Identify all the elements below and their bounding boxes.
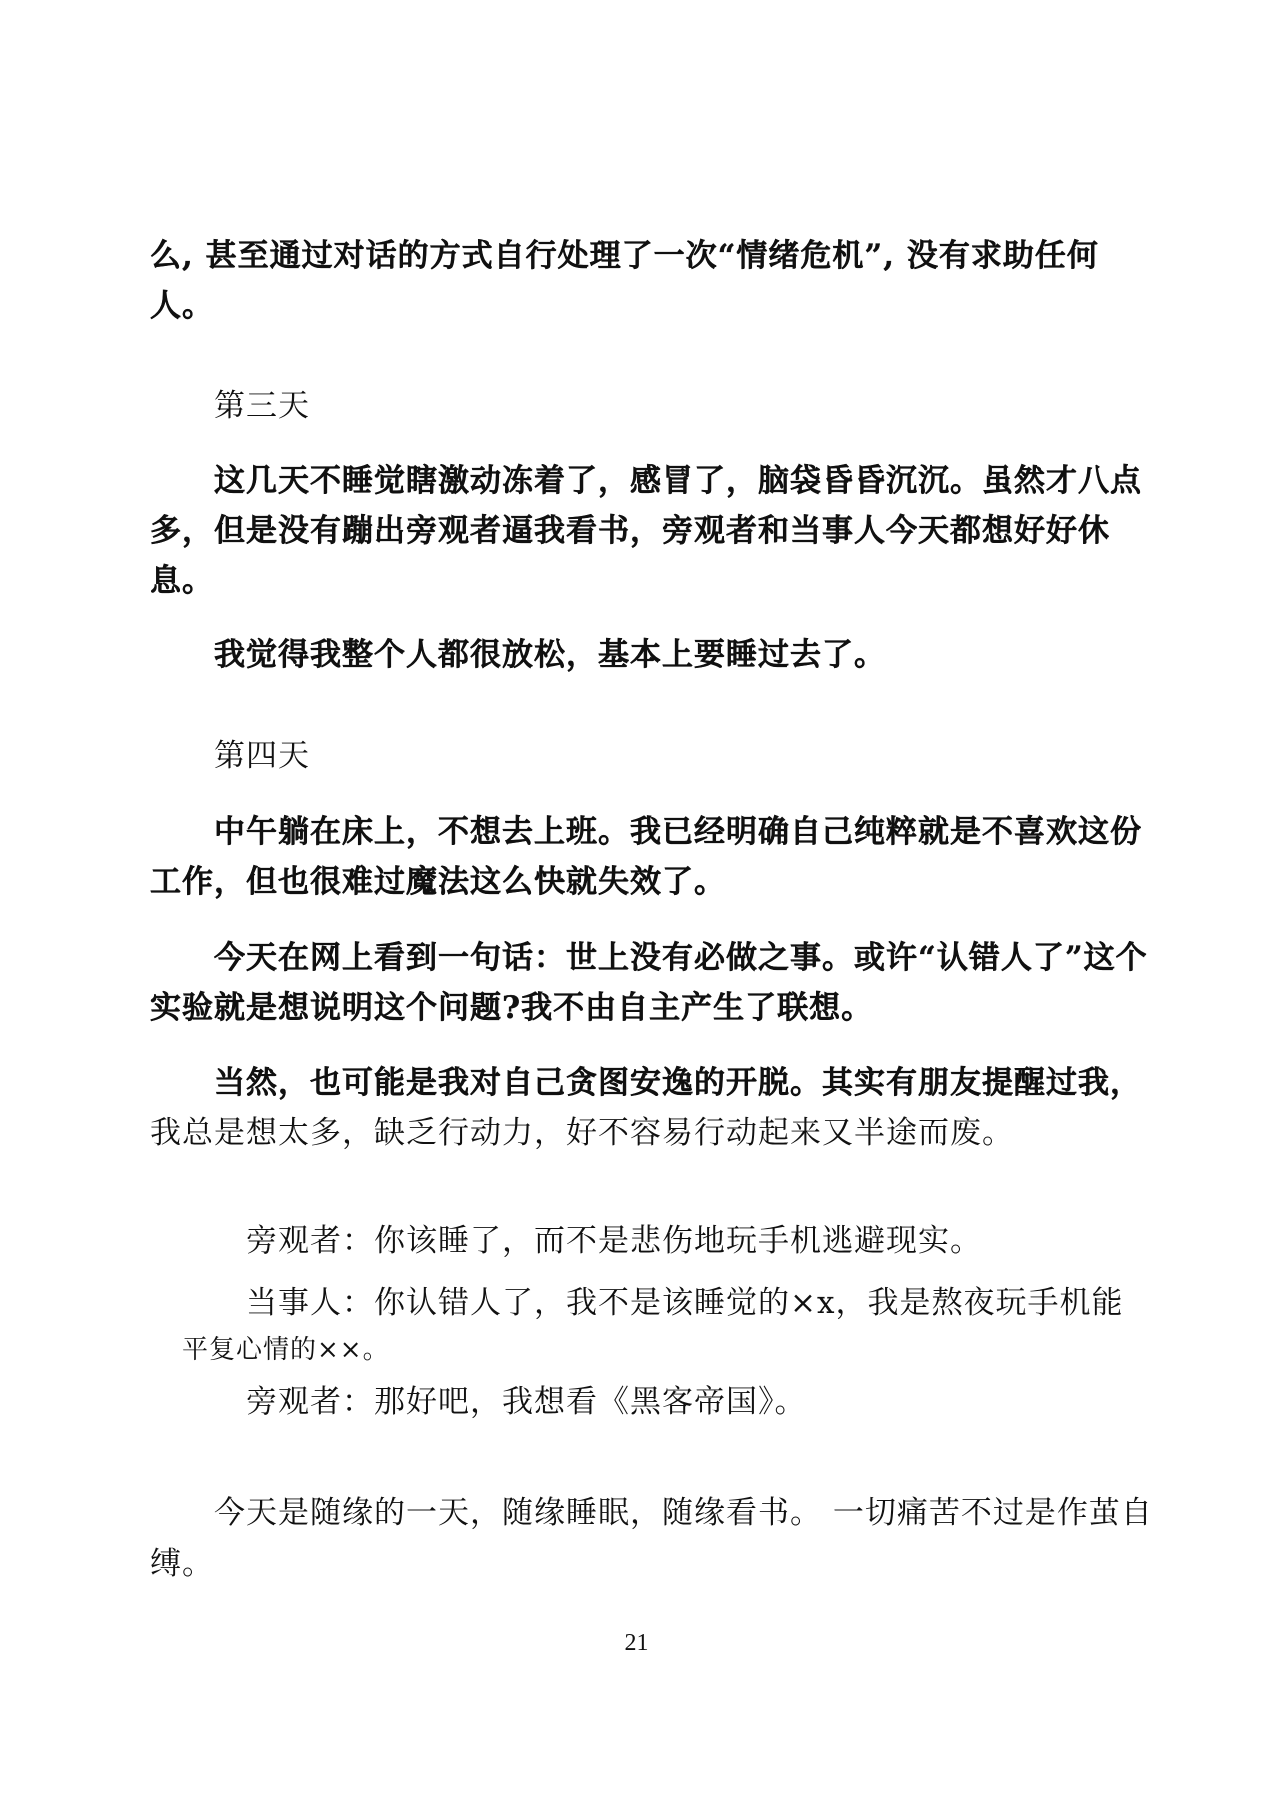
closing-line-1: 今天是随缘的一天，随缘睡眠，随缘看书。 一切痛苦不过是作茧自 bbox=[214, 1495, 1153, 1531]
dialogue-line-party-1b: 平复心情的××。 bbox=[182, 1335, 390, 1365]
closing-line-2: 缚。 bbox=[150, 1546, 214, 1582]
day3-paragraph1-line3: 息。 bbox=[150, 563, 214, 599]
intro-line-2: 人。 bbox=[150, 288, 214, 324]
day3-paragraph1-line2: 多，但是没有蹦出旁观者逼我看书，旁观者和当事人今天都想好好休 bbox=[150, 513, 1110, 549]
day3-heading: 第三天 bbox=[214, 388, 310, 424]
day4-heading: 第四天 bbox=[214, 738, 310, 774]
day4-paragraph1-line1: 中午躺在床上，不想去上班。我已经明确自己纯粹就是不喜欢这份 bbox=[214, 814, 1142, 850]
page-number: 21 bbox=[624, 1630, 649, 1656]
day4-paragraph2-line2: 实验就是想说明这个问题?我不由自主产生了联想。 bbox=[150, 990, 874, 1026]
day4-paragraph1-line2: 工作，但也很难过魔法这么快就失效了。 bbox=[150, 864, 726, 900]
day4-paragraph2-line1: 今天在网上看到一句话：世上没有必做之事。或许“认错人了”这个 bbox=[214, 940, 1148, 976]
dialogue-line-bystander-2: 旁观者：那好吧，我想看《黑客帝国》。 bbox=[246, 1384, 807, 1420]
dialogue-line-bystander-1: 旁观者：你该睡了，而不是悲伤地玩手机逃避现实。 bbox=[246, 1223, 982, 1259]
dialogue-line-party-1a: 当事人：你认错人了，我不是该睡觉的×x，我是熬夜玩手机能 bbox=[246, 1285, 1124, 1321]
day4-paragraph3-line1: 当然，也可能是我对自己贪图安逸的开脱。其实有朋友提醒过我， bbox=[214, 1065, 1142, 1101]
day3-paragraph2-line1: 我觉得我整个人都很放松，基本上要睡过去了。 bbox=[214, 637, 886, 673]
day3-paragraph1-line1: 这几天不睡觉瞎激动冻着了，感冒了，脑袋昏昏沉沉。虽然才八点 bbox=[214, 463, 1142, 499]
day4-paragraph3-line2: 我总是想太多，缺乏行动力，好不容易行动起来又半途而废。 bbox=[150, 1115, 1014, 1151]
intro-line-1: 么, 甚至通过对话的方式自行处理了一次“情绪危机”, 没有求助任何 bbox=[150, 238, 1099, 274]
